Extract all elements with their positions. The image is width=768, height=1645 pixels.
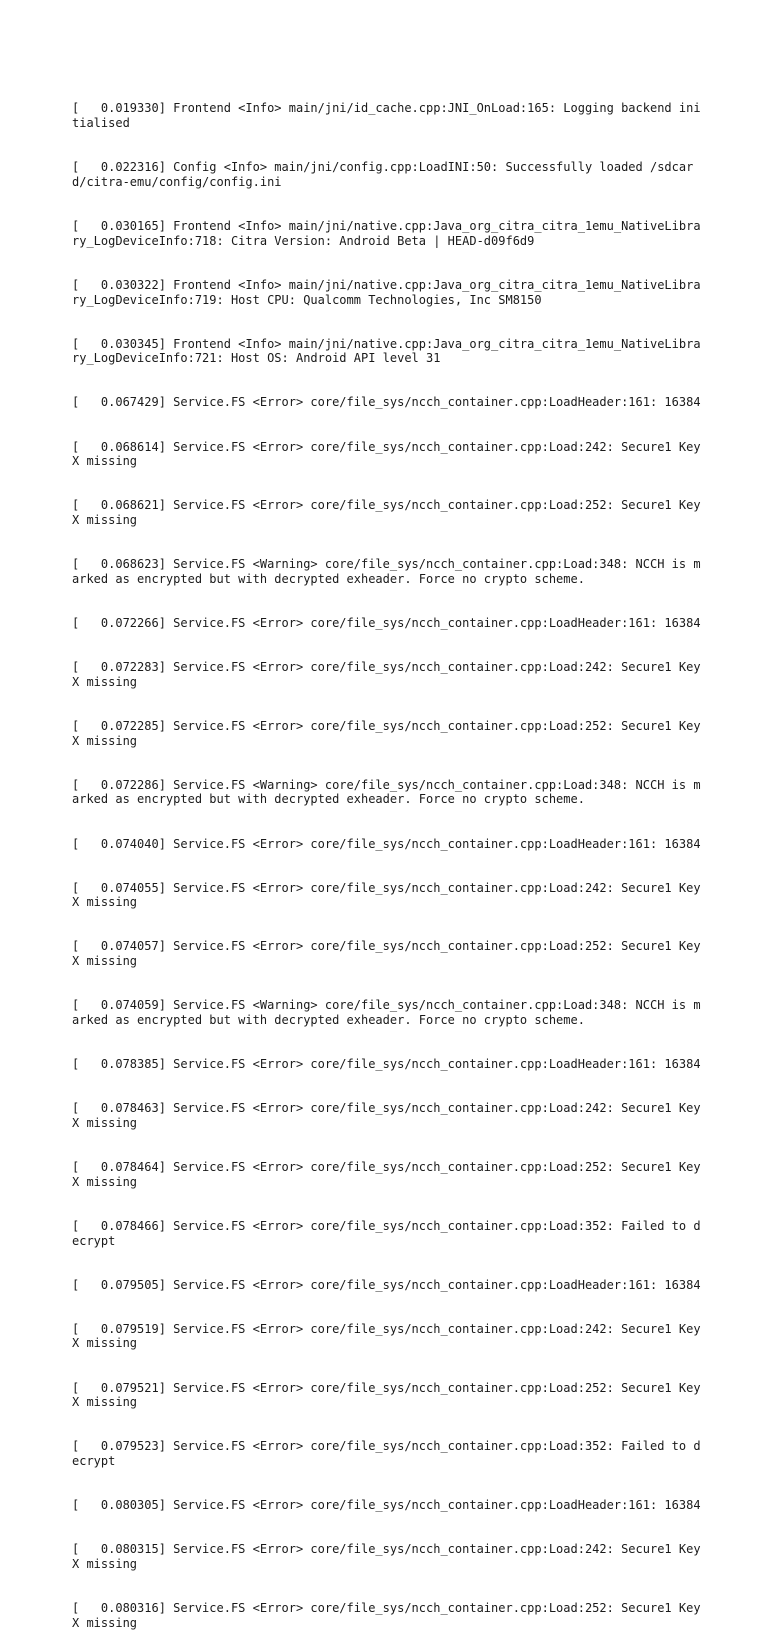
log-entry: [ 0.072266] Service.FS <Error> core/file_sys/ncch_container.cpp:LoadHeader:161: 16384 (72, 616, 701, 631)
log-entry: [ 0.072283] Service.FS <Error> core/file_sys/ncch_container.cpp:Load:242: Secure1 KeyX missing (72, 660, 701, 689)
log-entry: [ 0.080305] Service.FS <Error> core/file_sys/ncch_container.cpp:LoadHeader:161: 16384 (72, 1498, 701, 1513)
log-entry: [ 0.022316] Config <Info> main/jni/config.cpp:LoadINI:50: Successfully loaded /sdcard/citra-emu/config/config.ini (72, 160, 694, 189)
log-entry: [ 0.067429] Service.FS <Error> core/file_sys/ncch_container.cpp:LoadHeader:161: 16384 (72, 395, 701, 410)
log-entry: [ 0.079519] Service.FS <Error> core/file_sys/ncch_container.cpp:Load:242: Secure1 KeyX missing (72, 1321, 701, 1351)
log-entry: [ 0.074040] Service.FS <Error> core/file_sys/ncch_container.cpp:LoadHeader:161: 16384 (72, 836, 701, 851)
log-entry: [ 0.074057] Service.FS <Error> core/file_sys/ncch_container.cpp:Load:252: Secure1 KeyX missing (72, 939, 701, 969)
log-entry: [ 0.080315] Service.FS <Error> core/file_sys/ncch_container.cpp:Load:242: Secure1 KeyX missing (72, 1542, 701, 1572)
log-view (72, 72, 702, 1645)
log-entry: [ 0.079505] Service.FS <Error> core/file_sys/ncch_container.cpp:LoadHeader:161: 16384 (72, 1277, 701, 1292)
log-entry: [ 0.074055] Service.FS <Error> core/file_sys/ncch_container.cpp:Load:242: Secure1 KeyX missing (72, 880, 701, 910)
log-entry: [ 0.019330] Frontend <Info> main/jni/id_cache.cpp:JNI_OnLoad:165: Logging backend initialised (72, 101, 701, 131)
log-entry: [ 0.030345] Frontend <Info> main/jni/native.cpp:Java_org_citra_citra_1emu_NativeLibrary_LogDeviceInfo:721: Host OS: Android API level 31 (72, 336, 701, 366)
log-entry: [ 0.078464] Service.FS <Error> core/file_sys/ncch_container.cpp:Load:252: Secure1 KeyX missing (72, 1160, 701, 1189)
log-entry: [ 0.072286] Service.FS <Warning> core/file_sys/ncch_container.cpp:Load:348: NCCH is marked as encrypted but with decrypted exheader. Force no crypto scheme. (72, 777, 701, 807)
log-entry: [ 0.068621] Service.FS <Error> core/file_sys/ncch_container.cpp:Load:252: Secure1 KeyX missing (72, 498, 701, 528)
log-entry: [ 0.078385] Service.FS <Error> core/file_sys/ncch_container.cpp:LoadHeader:161: 16384 (72, 1057, 701, 1072)
log-entry: [ 0.030165] Frontend <Info> main/jni/native.cpp:Java_org_citra_citra_1emu_NativeLibrary_LogDeviceInfo:718: Citra Version: Android Beta | HEAD-d09f6d9 (72, 219, 701, 248)
log-entry: [ 0.074059] Service.FS <Warning> core/file_sys/ncch_container.cpp:Load:348: NCCH is marked as encrypted but with decrypted exheader. Force no crypto scheme. (72, 998, 701, 1027)
log-entry: [ 0.079521] Service.FS <Error> core/file_sys/ncch_container.cpp:Load:252: Secure1 KeyX missing (72, 1380, 701, 1410)
log-entry: [ 0.078466] Service.FS <Error> core/file_sys/ncch_container.cpp:Load:352: Failed to decrypt (72, 1218, 701, 1248)
log-entry: [ 0.068614] Service.FS <Error> core/file_sys/ncch_container.cpp:Load:242: Secure1 KeyX missing (72, 439, 701, 469)
log-entry: [ 0.080316] Service.FS <Error> core/file_sys/ncch_container.cpp:Load:252: Secure1 KeyX missing (72, 1601, 701, 1630)
log-entry: [ 0.072285] Service.FS <Error> core/file_sys/ncch_container.cpp:Load:252: Secure1 KeyX missing (72, 718, 701, 748)
log-entry: [ 0.030322] Frontend <Info> main/jni/native.cpp:Java_org_citra_citra_1emu_NativeLibrary_LogDeviceInfo:719: Host CPU: Qualcomm Technologies, Inc SM8150 (72, 277, 701, 307)
log-entry: [ 0.079523] Service.FS <Error> core/file_sys/ncch_container.cpp:Load:352: Failed to decrypt (72, 1439, 701, 1469)
log-entry: [ 0.068623] Service.FS <Warning> core/file_sys/ncch_container.cpp:Load:348: NCCH is marked as encrypted but with decrypted exheader. Force no crypto scheme. (72, 557, 701, 586)
log-entry: [ 0.078463] Service.FS <Error> core/file_sys/ncch_container.cpp:Load:242: Secure1 KeyX missing (72, 1101, 701, 1130)
